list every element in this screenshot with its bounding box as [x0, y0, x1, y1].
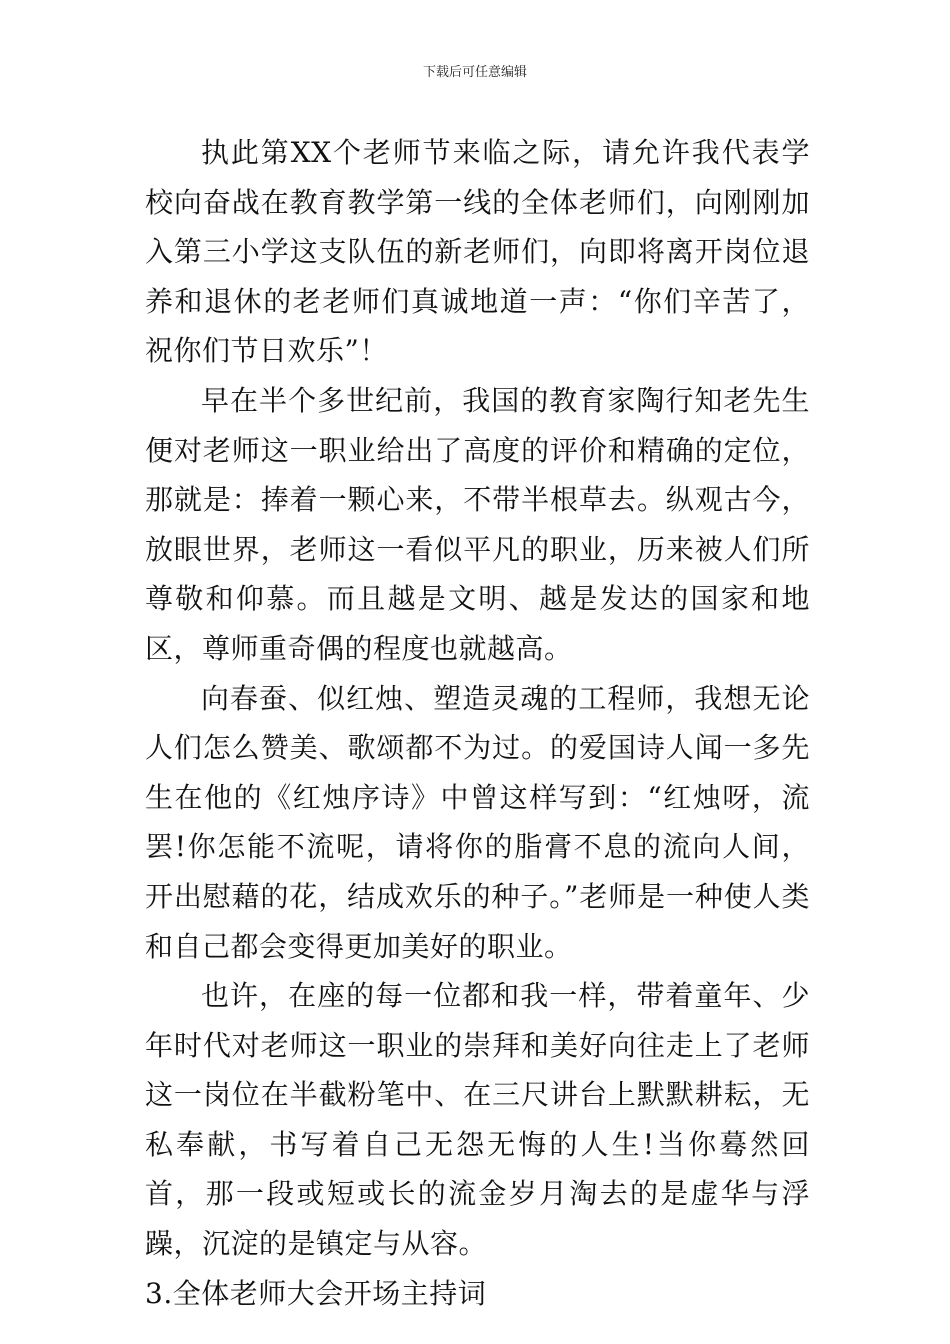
- paragraph-1: 执此第XX个老师节来临之际，请允许我代表学校向奋战在教育教学第一线的全体老师们，向刚刚加入第三小学这支队伍的新老师们，向即将离开岗位退养和退休的老老师们真诚地道一声：“你们辛苦了，祝你们节日欢乐”！: [145, 136, 810, 368]
- document-body: [145, 128, 810, 1318]
- paragraph-2: 早在半个多世纪前，我国的教育家陶行知老先生便对老师这一职业给出了高度的评价和精确的定位，那就是：捧着一颗心来，不带半根草去。纵观古今，放眼世界，老师这一看似平凡的职业，历来被人们所尊敬和仰慕。而且越是文明、越是发达的国家和地区，尊师重奇偶的程度也就越高。: [145, 383, 810, 665]
- header-note: 下载后可任意编辑: [422, 65, 527, 80]
- paragraph-3: 向春蚕、似红烛、塑造灵魂的工程师，我想无论人们怎么赞美、歌颂都不为过。的爱国诗人闻一多先生在他的《红烛序诗》中曾这样写到：“红烛呀，流罢!你怎能不流呢，请将你的脂膏不息的流向人间，开出慰藉的花，结成欢乐的种子。”老师是一种使人类和自己都会变得更加美好的职业。: [145, 681, 810, 963]
- paragraph-4: 也许，在座的每一位都和我一样，带着童年、少年时代对老师这一职业的崇拜和美好向往走上了老师这一岗位在半截粉笔中、在三尺讲台上默默耕耘，无私奉献，书写着自己无怨无悔的人生!当你蓦然回首，那一段或短或长的流金岁月淘去的是虚华与浮躁，沉淀的是镇定与从容。: [145, 979, 810, 1261]
- section-heading: 3.全体老师大会开场主持词: [145, 1276, 487, 1310]
